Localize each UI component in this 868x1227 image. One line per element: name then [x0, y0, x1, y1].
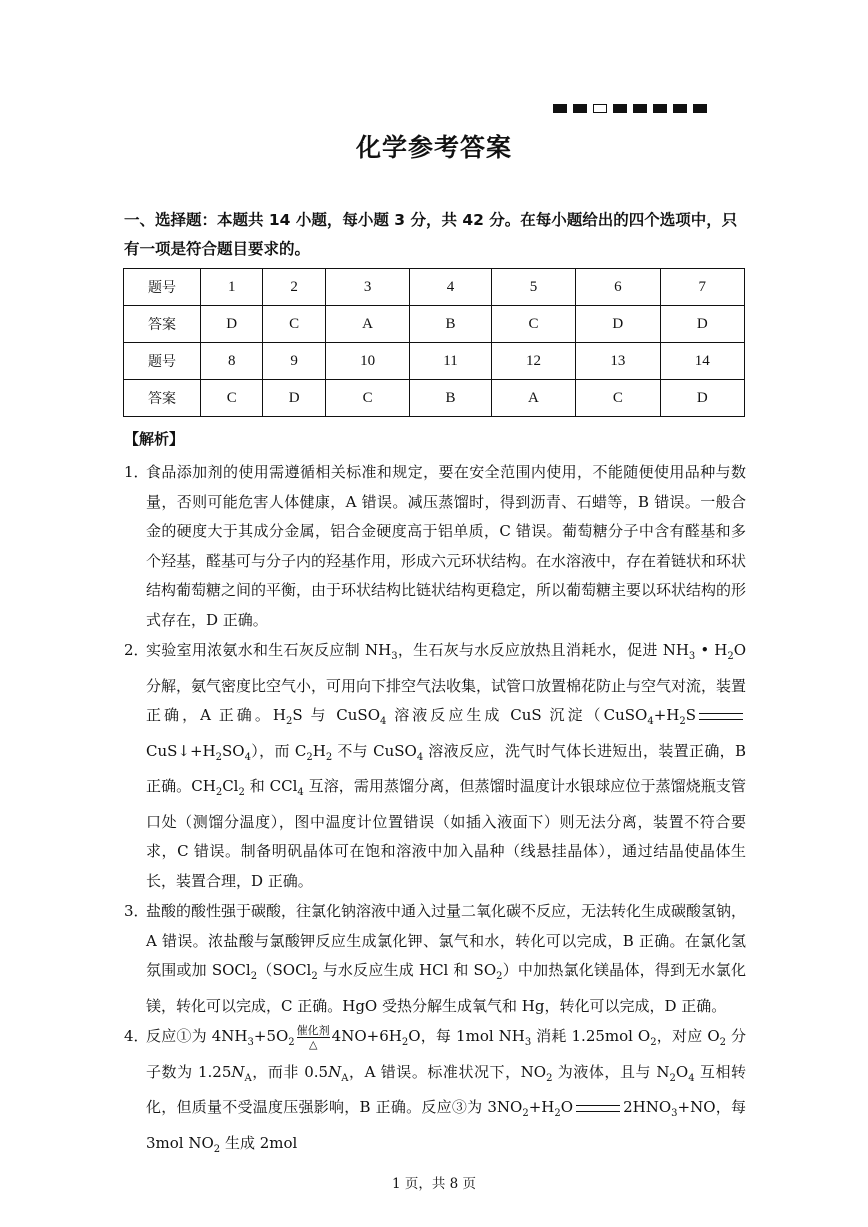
equals-sign: [699, 713, 743, 720]
table-row: [124, 306, 745, 343]
analysis-label: 【解析】: [124, 430, 185, 448]
item-text: 食品添加剂的使用需遵循相关标准和规定，要在安全范围内使用，不能随便使用品种与数量，否则可能危害人体健康，A 错误。减压蒸馏时，得到沥青、石蜡等，B 错误。一般合金的硬度大于其成分金属，铝合金硬度高于铝单质，C 错误。葡萄糖分子中含有醛基和多个羟基，醛基可与分子内的羟基作用，形成六元环状结构。在水溶液中，存在着链状和环状结构葡萄糖之间的平衡，由于环状结构比链状结构更稳定，所以葡萄糖主要以环状结构的形式存在，D 正确。: [146, 463, 747, 629]
answer-cell: D: [263, 380, 325, 417]
answer-cell: D: [576, 306, 660, 343]
analysis-item-1: [124, 458, 746, 635]
answer-cell: D: [660, 380, 744, 417]
item-text: 反应①为 $4NH_3+5O_2$ 催化剂 △ $4NO+6H_2O$，每 1mol $NH_3$ 消耗 1.25mol $O_2$，对应 $O_2$ 分子数为 $1.25N_A$，而非 $0.5N_A$，A 错误。标准状况下，$NO_2$ 为液体，且与 $N_2O_4$ 互相转化，但质量不受温度压强影响，B 正确。反应③为 $3NO_2+H_2O$ $2HNO_3+NO$，每 3mol $NO_2$ 生成 2mol: [146, 1023, 747, 1155]
page-title: 化学参考答案: [355, 133, 512, 162]
answer-cell: C: [325, 380, 409, 417]
header-mark: [633, 104, 647, 113]
question-number-cell: 11: [410, 343, 492, 380]
answer-cell: D: [660, 306, 744, 343]
question-number-cell: 8: [201, 343, 263, 380]
item-text: 盐酸的酸性强于碳酸，往氯化钠溶液中通入过量二氧化碳不反应，无法转化生成碳酸氢钠，A 错误。浓盐酸与氯酸钾反应生成氯化钾、氯气和水，转化可以完成，B 正确。在氯化氢氛围或加 SOCl$_2$（SOCl$_2$ 与水反应生成 HCl 和 $SO_2$）中加热氯化镁晶体，得到无水氯化镁，转化可以完成，C 正确。HgO 受热分解生成氧气和 Hg，转化可以完成，D 正确。: [146, 902, 747, 1015]
table-row: [124, 343, 745, 380]
header-mark: [613, 104, 627, 113]
analysis-item-2: [124, 636, 746, 896]
question-number-cell: 5: [491, 269, 575, 306]
item-number: 4．: [124, 1027, 149, 1045]
question-number-cell: 9: [263, 343, 325, 380]
answer-cell: D: [201, 306, 263, 343]
equals-sign: [576, 1105, 620, 1112]
answer-cell: B: [410, 380, 492, 417]
question-number-cell: 7: [660, 269, 744, 306]
answer-cell: C: [201, 380, 263, 417]
item-number: 2．: [124, 641, 149, 659]
answer-cell: B: [410, 306, 492, 343]
answer-cell: A: [325, 306, 409, 343]
answer-cell: C: [491, 306, 575, 343]
analysis-list: [124, 458, 746, 1165]
question-number-cell: 1: [201, 269, 263, 306]
question-number-cell: 3: [325, 269, 409, 306]
table-row: [124, 269, 745, 306]
question-number-cell: 6: [576, 269, 660, 306]
question-number-cell: 4: [410, 269, 492, 306]
header-mark: [573, 104, 587, 113]
header-mark: [693, 104, 707, 113]
item-number: 3．: [124, 902, 149, 920]
question-number-cell: 10: [325, 343, 409, 380]
item-text: 实验室用浓氨水和生石灰反应制 $NH_3$，生石灰与水反应放热且消耗水，促进 $NH_3$ • $H_2O$ 分解，氨气密度比空气小，可用向下排空气法收集，试管口放置棉花防止与空气对流，装置正确，A 正确。$H_2S$ 与 CuSO$_4$ 溶液反应生成 CuS 沉淀$(CuSO_4+H_2SCuS↓+H_2SO_4)$，而 $C_2H_2$ 不与 CuSO$_4$ 溶液反应，洗气时气体长进短出，装置正确，B 正确。$CH_2Cl_2$ 和 CCl$_4$ 互溶，需用蒸馏分离，但蒸馏时温度计水银球应位于蒸馏烧瓶支管口处（测馏分温度），图中温度计位置错误（如插入液面下）则无法分离，装置不符合要求，C 错误。制备明矾晶体可在饱和溶液中加入晶种（线悬挂晶体），通过结晶使晶体生长，装置合理，D 正确。: [146, 641, 747, 890]
question-number-cell: 14: [660, 343, 744, 380]
analysis-item-3: [124, 897, 746, 1021]
answer-table: [123, 268, 745, 417]
table-row: [124, 380, 745, 417]
table-row-label: 答案: [124, 306, 201, 343]
answer-cell: C: [263, 306, 325, 343]
analysis-item-4: [124, 1022, 746, 1164]
header-mark: [653, 104, 667, 113]
header-mark-open: [593, 104, 607, 113]
table-row-label: 答案: [124, 380, 201, 417]
item-number: 1．: [124, 463, 149, 481]
header-mark: [673, 104, 687, 113]
header-marks: [553, 104, 707, 113]
answer-cell: C: [576, 380, 660, 417]
answer-cell: A: [491, 380, 575, 417]
page-footer: 1 页，共 8 页: [391, 1176, 477, 1192]
question-number-cell: 13: [576, 343, 660, 380]
table-row-label: 题号: [124, 269, 201, 306]
question-number-cell: 12: [491, 343, 575, 380]
question-number-cell: 2: [263, 269, 325, 306]
section-heading: 一、选择题：本题共 14 小题，每小题 3 分，共 42 分。在每小题给出的四个选项中，只有一项是符合题目要求的。: [124, 211, 738, 258]
catalyst-arrow: 催化剂 △: [296, 1023, 330, 1051]
table-row-label: 题号: [124, 343, 201, 380]
header-mark: [553, 104, 567, 113]
